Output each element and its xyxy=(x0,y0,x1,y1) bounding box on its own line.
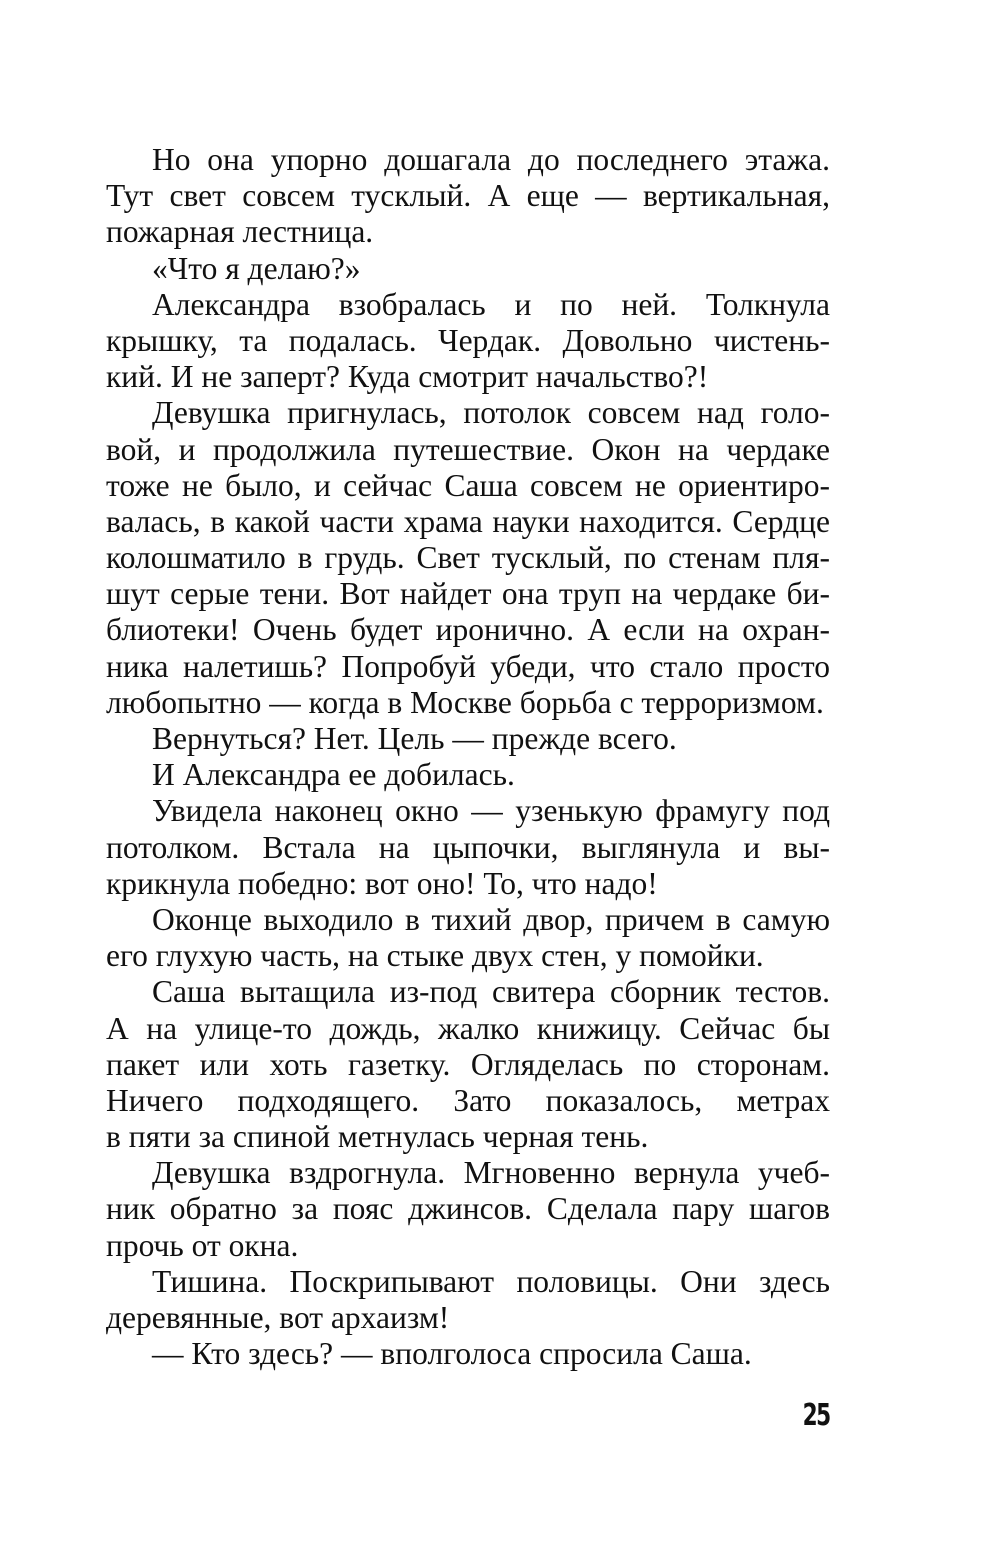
text-line: Увидела наконец окно — узенькую фрамугу под xyxy=(152,793,830,829)
text-line: прочь от окна. xyxy=(106,1227,299,1263)
text-line: деревянные, вот архаизм! xyxy=(106,1300,450,1335)
text-line: Александра взобралась и по ней. Толкнула xyxy=(152,286,830,322)
text-line: пакет или хоть газетку. Огляделась по сторонам. xyxy=(106,1046,830,1082)
text-line: Но она упорно дошагала до последнего этажа. xyxy=(152,142,830,177)
text-line: Ничего подходящего. Зато показалось, метрах xyxy=(106,1082,830,1118)
text-line: валась, в какой части храма науки находится. Сердце xyxy=(106,503,830,539)
text-line: ника налетишь? Попробуй убеди, что стало просто xyxy=(106,648,830,684)
text-line: Тишина. Поскрипывают половицы. Они здесь xyxy=(152,1263,830,1299)
text-line: ник обратно за пояс джинсов. Сделала пару шагов xyxy=(106,1191,830,1227)
text-line: крышку, та подалась. Чердак. Довольно чистень- xyxy=(106,322,830,358)
text-line: потолком. Встала на цыпочки, выглянула и вы- xyxy=(106,829,830,865)
text-line: любопытно — когда в Москве борьба с терроризмом. xyxy=(106,684,824,720)
text-line: — Кто здесь? — вполголоса спросила Саша. xyxy=(152,1336,752,1372)
text-line: Девушка пригнулась, потолок совсем над голо- xyxy=(152,395,830,431)
text-line: в пяти за спиной метнулась черная тень. xyxy=(106,1119,649,1155)
text-line: «Что я делаю?» xyxy=(152,250,361,286)
text-line: И Александра ее добилась. xyxy=(152,757,515,793)
body-text xyxy=(106,142,830,1372)
text-line: колошматило в грудь. Свет тусклый, по стенам пля- xyxy=(106,540,830,576)
text-line: Саша вытащила из-под свитера сборник тестов. xyxy=(152,974,830,1010)
page-number: 25 xyxy=(802,1398,830,1433)
text-line: кий. И не заперт? Куда смотрит начальство?! xyxy=(106,359,709,395)
text-line: блиотеки! Очень будет иронично. А если на охран- xyxy=(106,612,830,648)
text-line: его глухую часть, на стыке двух стен, у помойки. xyxy=(106,938,764,974)
text-line: Вернуться? Нет. Цель — прежде всего. xyxy=(152,721,677,756)
text-line: А на улице-то дождь, жалко книжицу. Сейчас бы xyxy=(106,1010,830,1046)
text-line: вой, и продолжила путешествие. Окон на чердаке xyxy=(106,431,830,467)
text-line: Оконце выходило в тихий двор, причем в самую xyxy=(152,901,830,937)
text-line: Тут свет совсем тусклый. А еще — вертикальная, xyxy=(106,178,830,214)
text-line: тоже не было, и сейчас Саша совсем не ориентиро- xyxy=(106,467,830,503)
text-line: Девушка вздрогнула. Мгновенно вернула учеб- xyxy=(152,1155,830,1191)
text-line: шут серые тени. Вот найдет она труп на чердаке би- xyxy=(106,576,830,612)
text-line: крикнула победно: вот оно! То, что надо! xyxy=(106,865,658,901)
text-line: пожарная лестница. xyxy=(106,214,374,250)
